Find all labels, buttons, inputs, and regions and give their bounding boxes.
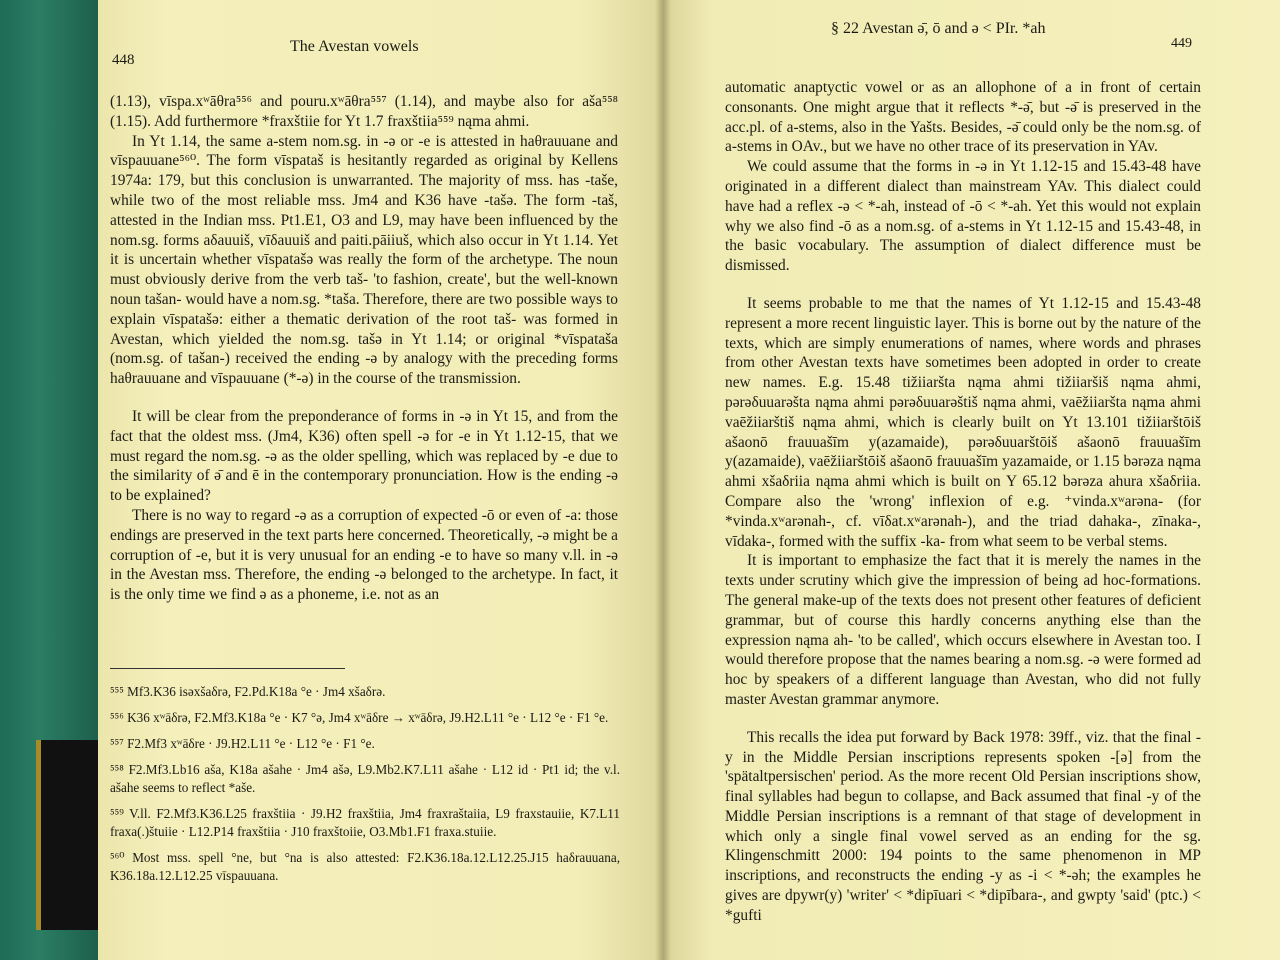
footnote: ⁵⁵⁹ V.ll. F2.Mf3.K36.L25 fraxštiia · J9.H2 fraxštiia, Jm4 fraxraštaiia, L9 fraxstauiie, K7.L11 fraxa(.)štuiie · L12.P14 fraxštiia · J10 fraxštoiie, O3.Mb1.F1 fraxa.stuiie. [110,806,620,839]
paragraph: In Yt 1.14, the same a-stem nom.sg. in -ə or -e is attested in haθrauuane and vīspauuane⁵⁶⁰. The form vīspataš is hesitantly regarded as original by Kellens 1974a: 179, but this conclusion is unwarranted. The majority of mss. has -taše, while two of the most reliable mss. Jm4 and K36 have -tašə. The form -taš, attested in the Indian mss. Pt1.E1, O3 and L9, may have been influenced by the nom.sg. forms aδauuiš, vīδauuiš and paiti.pāiiuš, which also occur in Yt 1.14. Yet it is uncertain whether vīspatašə was really the form of the archetype. The noun must obviously derive from the verb taš- 'to fashion, create', but the well-known noun tašan- would have a nom.sg. *taša. Therefore, there are two possible ways to explain vīspatašə: either a thematic derivation of the root taš- was formed in Avestan, which yielded the nom.sg. tašə in Yt 1.14; or original *vīspataša (nom.sg. of tašan-) received the ending -ə by analogy with the preceding forms haθrauuane and vīspauuane (*-ə) in the course of the transmission. [110,132,618,388]
body-text [725,78,1201,926]
book-gutter [655,0,671,960]
running-head: § 22 Avestan ə̄, ō and ə < PIr. *ah [831,20,1046,37]
paragraph: (1.13), vīspa.xʷāθra⁵⁵⁶ and pouru.xʷāθra⁵⁵⁷ (1.14), and maybe also for aša⁵⁵⁸ (1.15). Add furthermore *fraxštiie for Yt 1.7 fraxštiia⁵⁵⁹ nąma ahmi. [110,93,618,130]
spine-label [36,740,103,930]
footnote: ⁵⁶⁰ Most mss. spell °ne, but °na is also attested: F2.K36.18a.12.L12.25.J15 haδrauuana, K36.18a.12.L12.25 vīspauuana. [110,850,620,883]
footnotes [110,683,620,893]
paragraph: It is important to emphasize the fact that it is merely the names in the texts under scrutiny which give the impression of being ad hoc-formations. The general make-up of the texts does not present other features of deficient grammar, but of course this hardly concerns anything else than the expression nąma ah- 'to be called', which occurs elsewhere in Avestan too. I would therefore propose that the names bearing a nom.sg. -ə were formed ad hoc by speakers of a different language than Avestan, who did not fully master Avestan grammar anymore. [725,552,1201,708]
running-head: The Avestan vowels [290,38,419,55]
page-number: 449 [1171,36,1192,51]
paragraph: automatic anaptyctic vowel or as an allophone of a in front of certain consonants. One might argue that it reflects *-ə̄, but -ə̄ is preserved in the acc.pl. of a-stems, also in the Yašts. Besides, -ə̄ could only be the nom.sg. of a-stems in OAv., but we have no other trace of its preservation in YAv. [725,79,1201,156]
footnote: ⁵⁵⁸ F2.Mf3.Lb16 aša, K18a ašahe · Jm4 ašə, L9.Mb2.K7.L11 ašahe · L12 id · Pt1 id; the v.l. ašahe seems to reflect *aše. [110,762,620,795]
paragraph: It will be clear from the preponderance of forms in -ə in Yt 15, and from the fact that the oldest mss. (Jm4, K36) often spell -ə for -e in Yt 1.12-15, that we must regard the nom.sg. -ə as the older spelling, which was replaced by -e due to the similarity of ə̄ and ē in the contemporary pronunciation. How is the ending -ə to be explained? [110,407,618,505]
right-page [663,0,1280,960]
body-text [110,92,618,605]
footnote: ⁵⁵⁵ Mf3.K36 isəxšaδrə, F2.Pd.K18a °e · Jm4 xšaδrə. [110,684,386,699]
page-number: 448 [112,52,135,68]
left-page [98,0,663,960]
paragraph: This recalls the idea put forward by Back 1978: 39ff., viz. that the final -y in the Middle Persian inscriptions represents spoken -[ə] from the 'spätaltpersischen' period. As the more recent Old Persian inscriptions show, final syllables had begun to collapse, and Back assumed that final -y of the Middle Persian inscriptions is a remnant of that stage of development in which only a single final vowel served as an ending for the sg. Klingenschmitt 2000: 194 points to the same phenomenon in MP inscriptions, and reconstructs the ending -y as -i < *-əh; the examples he gives are dpywr(y) 'writer' < *dipīuari < *dipībara-, and gwpty 'said' (ptc.) < *gufti [725,728,1201,924]
paragraph: It seems probable to me that the names of Yt 1.12-15 and 15.43-48 represent a more recent linguistic layer. This is borne out by the nature of the texts, which are simply enumerations of names, where words and phrases from other Avestan texts have sometimes been adopted in order to create new names. E.g. 15.48 tižiiaršta nąma ahmi tižiiaršiš nąma ahmi, pərəδuuarəšta nąma ahmi pərəδuuarəštiš nąma ahmi, vaēžiiaršta nąma ahmi vaēžiiarštiš nąma ahmi, which is clearly built on Yt 13.101 tižiiarštōiš ašaonō frauuašīm y(azamaide), pərəδuuarštōiš ašaonō frauuašīm y(azamaide), vaēžiiarštōiš ašaonō frauuašīm yazamaide, or 1.15 bərəza nąma ahmi xšaδriia nąma ahmi which is built on Y 65.12 bərəza ahura xšaδriia. Compare also the 'wrong' inflexion of e.g. ⁺vinda.xʷarəna- (for *vinda.xʷarənah-, cf. vīδat.xʷarənah-), and the triad dahaka-, zīnaka-, vīdaka-, formed with the suffix -ka- from what seem to be verbal stems. [725,294,1201,550]
book-spine [0,0,100,960]
footnote: ⁵⁵⁶ K36 xʷāδrə, F2.Mf3.K18a °e · K7 °ə, Jm4 xʷāδre → xʷāδrə, J9.H2.L11 °e · L12 °e · F1 °e. [110,710,609,725]
paragraph: There is no way to regard -ə as a corruption of expected -ō or even of -a: those endings are preserved in the text parts here concerned. Theoretically, -ə might be a corruption of -e, but it is very unusual for an ending -e to have so many v.ll. in -ə in the Avestan mss. Therefore, the ending -ə belonged to the archetype. In fact, it is the only time we find ə as a phoneme, i.e. not as an [110,506,618,604]
footnote: ⁵⁵⁷ F2.Mf3 xʷāδre · J9.H2.L11 °e · L12 °e · F1 °e. [110,736,375,751]
footnote-rule [110,668,345,669]
paragraph: We could assume that the forms in -ə in Yt 1.12-15 and 15.43-48 have originated in a different dialect than mainstream YAv. This dialect could have had a reflex -ə < *-ah, instead of -ō < *-ah. Yet this would not explain why we also find -ō as a nom.sg. of a-stems in Yt 1.12-15 and 15.43-48, in the basic vocabulary. The assumption of dialect difference must be dismissed. [725,158,1201,275]
